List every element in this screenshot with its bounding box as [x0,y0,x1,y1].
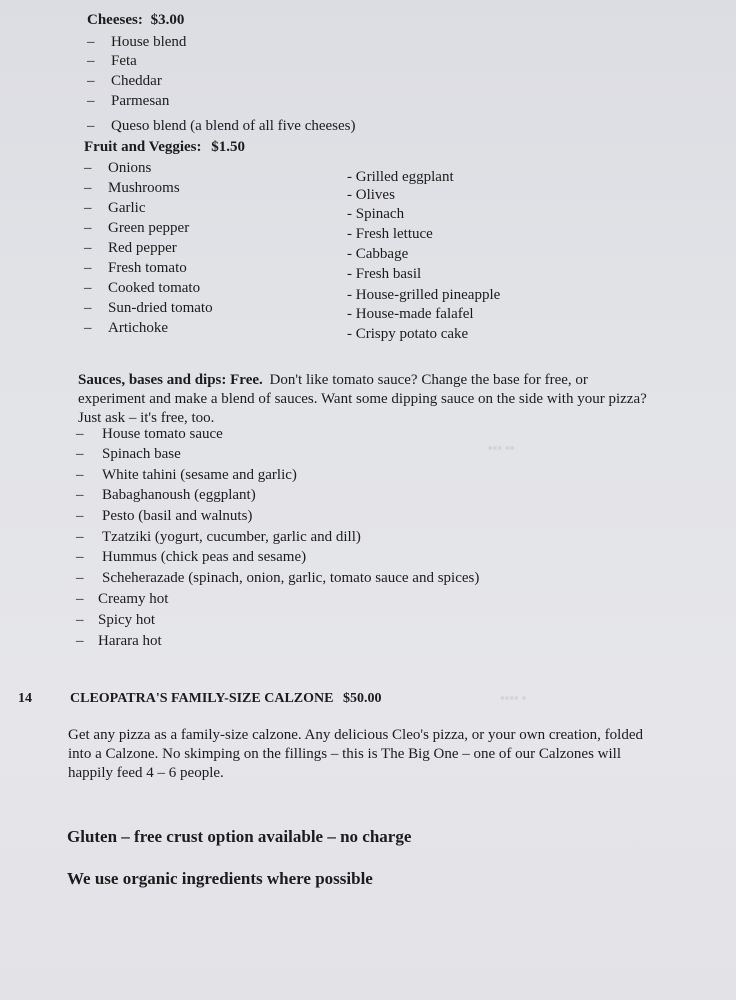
list-item: - Olives [347,187,395,203]
fruit-veggies-heading-label: Fruit and Veggies: [84,139,202,155]
calzone-title-row [70,691,381,707]
bleed-through-mark: ▪▪▪▪ ▪ [500,690,527,705]
calzone-description: Get any pizza as a family-size calzone. Any delicious Cleo's pizza, or your own creation, folded into a Calzone. No skimping on the fillings – this is The Big One – one of our Calzones will happily feed 4 – 6 people. [68,727,643,781]
list-item: - House-made falafel [347,306,474,322]
list-item: - Fresh basil [347,266,422,282]
list-item: - Cabbage [347,246,409,262]
list-item: - Grilled eggplant [347,169,454,185]
organic-note: We use organic ingredients where possible [67,869,373,888]
sauces-description: Just ask – it's free, too. [78,410,215,426]
cheeses-heading [87,12,184,29]
fruit-veggies-price: $1.50 [211,139,246,155]
cheeses-heading-label: Cheeses: [87,12,143,28]
list-item: - Fresh lettuce [347,226,433,242]
list-item: - Crispy potato cake [347,326,469,342]
sauces-description: experiment and make a blend of sauces. Want some dipping sauce on the side with your pizza? [78,391,647,407]
sauces-price: Free. [230,372,263,388]
sauces-intro [78,371,718,428]
sauces-description: Don't like tomato sauce? Change the base for free, or [269,372,588,388]
fruit-veggies-heading [84,139,245,156]
sauces-heading: Sauces, bases and dips: [78,372,227,388]
list-item: - Spinach [347,206,405,222]
calzone-price: $50.00 [342,691,382,706]
gluten-free-note: Gluten – free crust option available – no charge [67,827,412,846]
cheeses-price: $3.00 [150,12,185,28]
menu-page: ▪▪▪ ▪▪ ▪▪▪▪ ▪ Cheeses: $3.00 – House blend – Feta – Cheddar – Parmesan – Queso blend (a blend of all five cheeses) Fruit and Veggies: $1.50 – Onions – Mushrooms – Garlic – Green pepper – Red pepper – Fresh tomato – Cooked tomato – Sun-dried tomato – Artichoke - Grilled eggplant - Olives - Spinach - Fresh lettuce - Cabbage - Fresh basil - House-grilled pineapple - House-made falafel - Crispy potato cake Sauces, bases and dips: Free. Don't like tomato sauce? Change the base for free, or experiment and make a blend of sauces. Want some dipping sauce on the side with your pizza? Just ask – it's free, too. – House tomato sauce – Spinach base – White tahini (sesame and garlic) – Babaghanoush (eggplant) – Pesto (basil and walnuts) – Tzatziki (yogurt, cucumber, garlic and dill) – Hummus (chick peas and sesame) – Scheherazade (spinach, onion, garlic, tomato sauce and spices) – Creamy hot – Spicy hot – Harara hot 14 CLEOPATRA'S FAMILY-SIZE CALZONE $50.00 Get any pizza as a family-size calzone. Any delicious Cleo's pizza, or your own creation, folded into a Calzone. No skimping on the fillings – this is The Big One – one of our Calzones will happily feed 4 – 6 people. Gluten – free crust option available – no charge We use organic ingredients where possible [0,0,736,1000]
calzone-number: 14 [18,691,32,706]
list-item: - House-grilled pineapple [347,287,501,303]
bleed-through-mark: ▪▪▪ ▪▪ [488,440,515,455]
calzone-title: CLEOPATRA'S FAMILY-SIZE CALZONE [70,691,334,706]
